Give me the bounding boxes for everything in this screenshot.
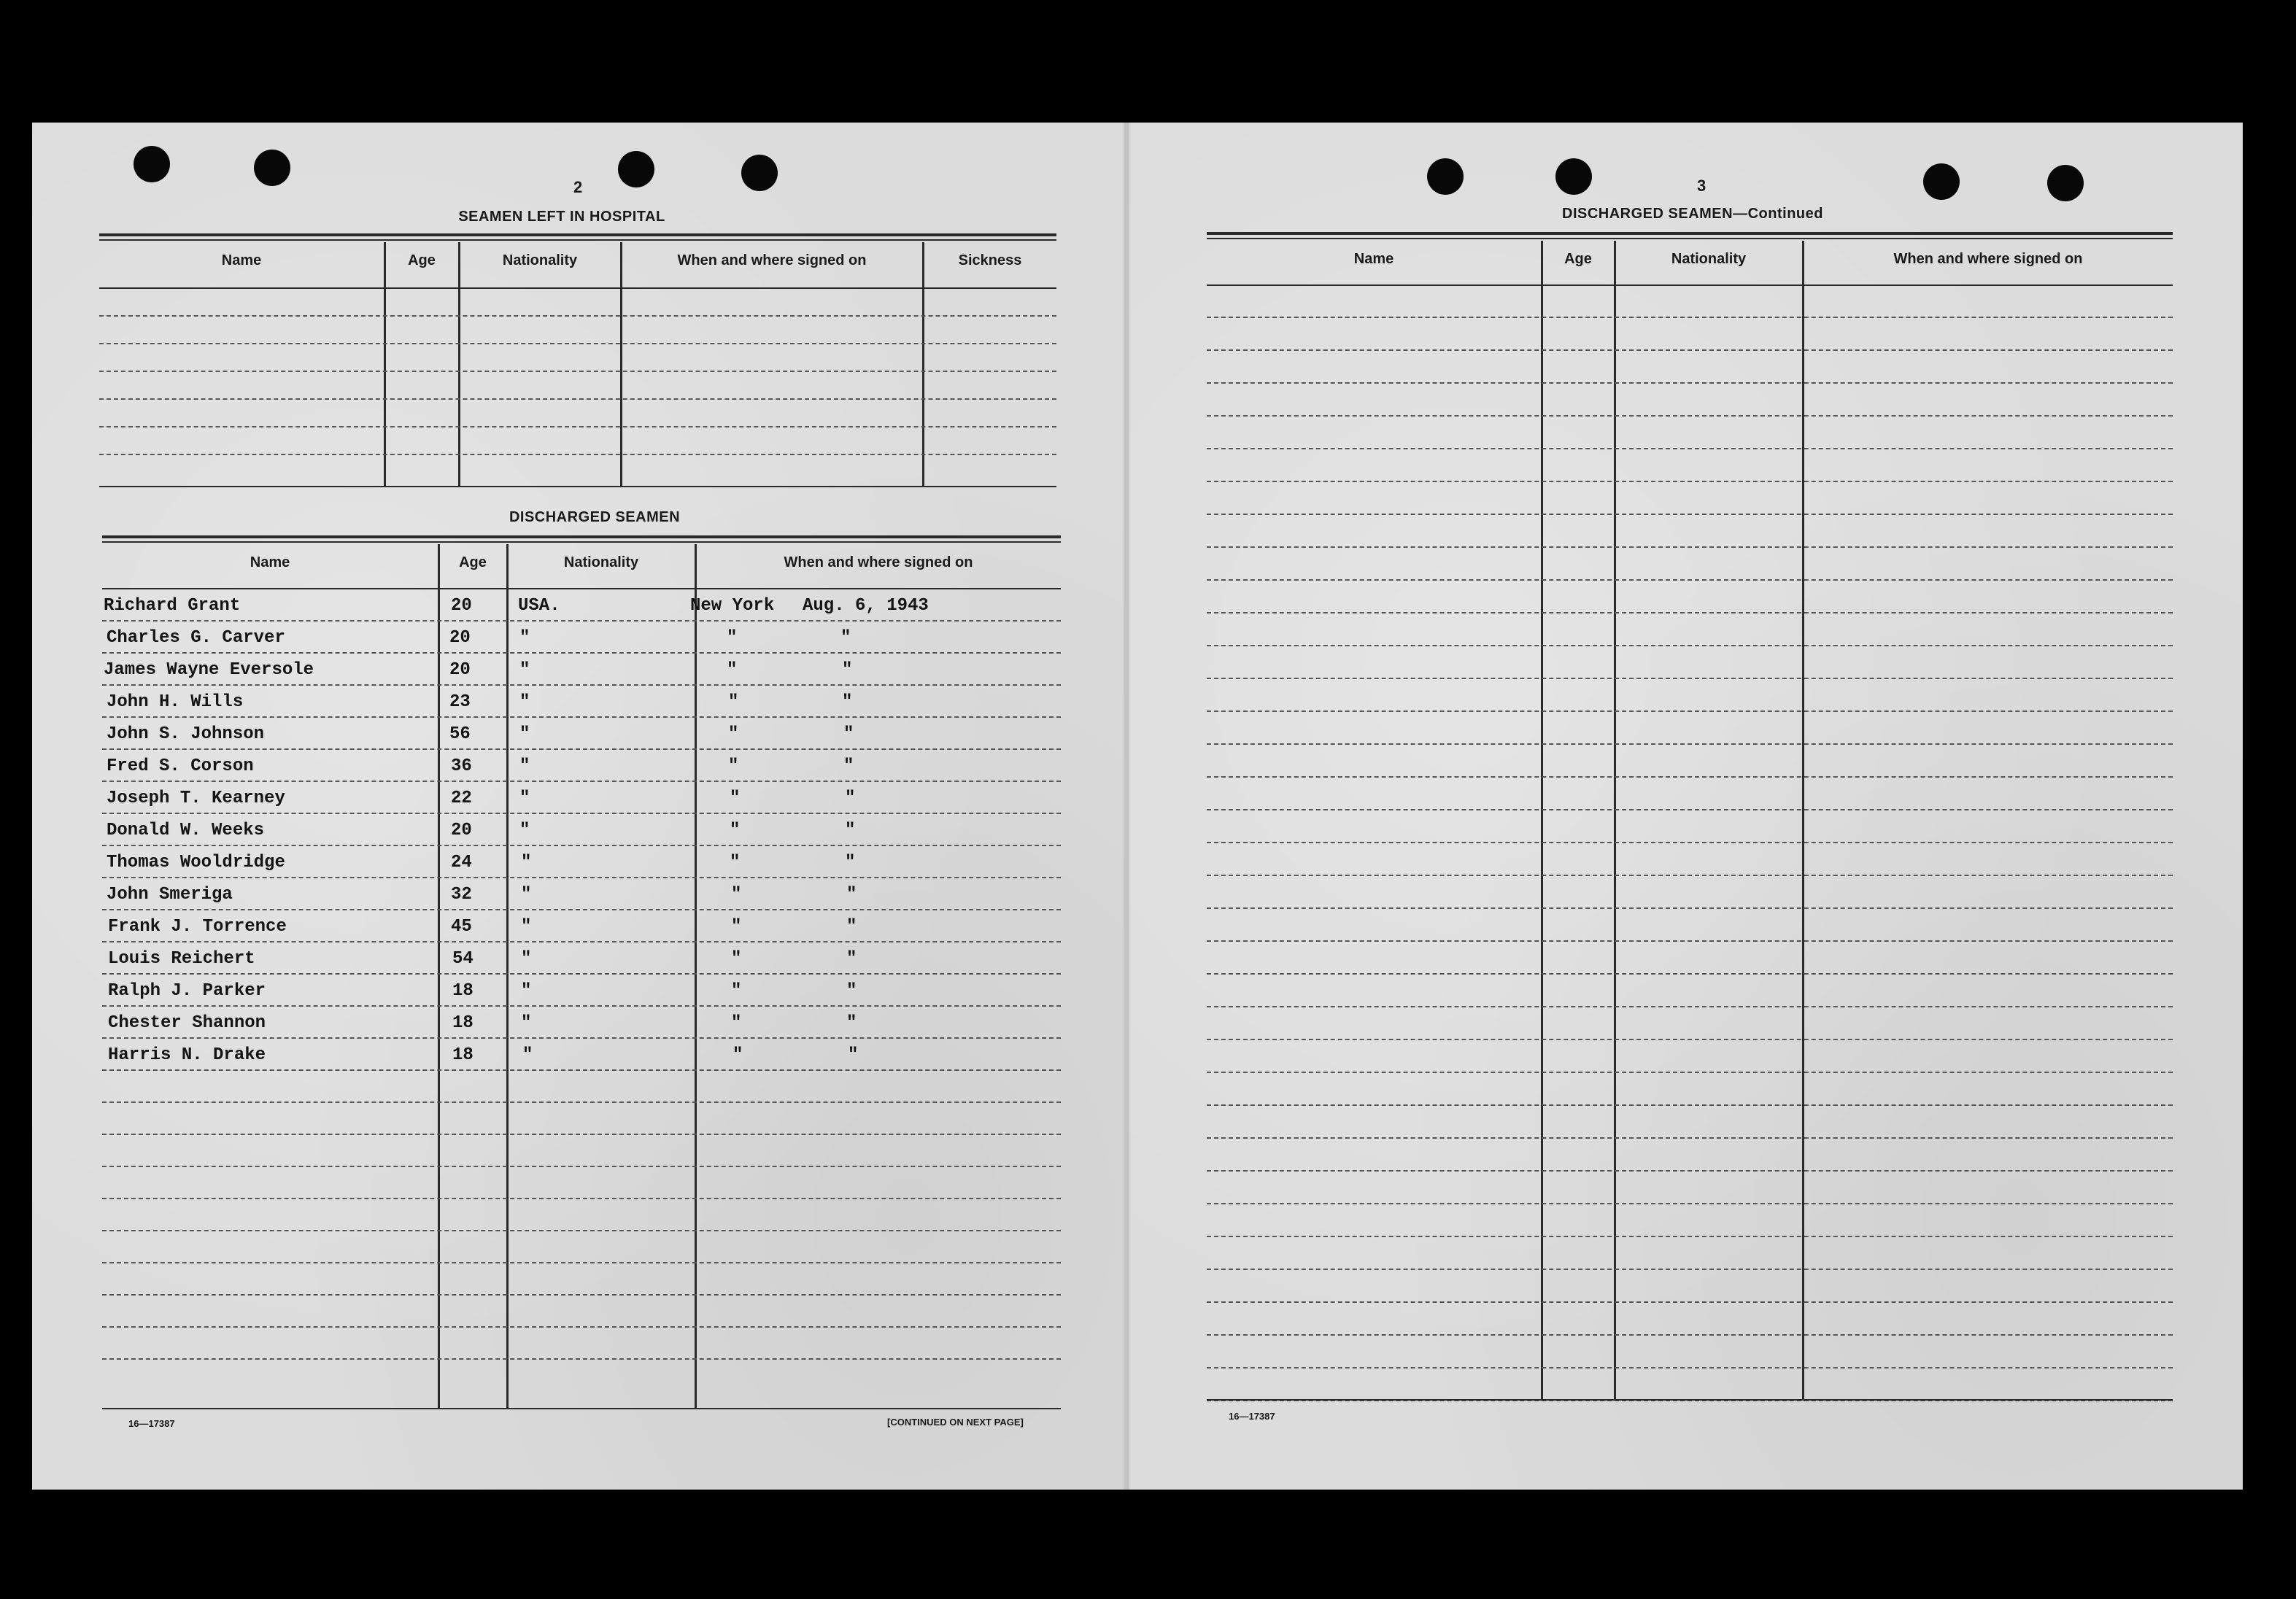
- entry-name: Chester Shannon: [108, 1013, 266, 1033]
- entry-nationality: ": [519, 821, 530, 840]
- entry-nationality: ": [521, 1013, 532, 1033]
- row-line: [102, 1230, 1061, 1231]
- table-row: [102, 782, 1061, 814]
- entry-age: 45: [451, 917, 472, 937]
- entry-place: ": [727, 628, 738, 648]
- col-header-name: Name: [250, 554, 290, 570]
- entry-age: 18: [452, 1045, 473, 1065]
- col-header-nationality: Nationality: [502, 252, 578, 268]
- entry-nationality: USA.: [518, 596, 560, 616]
- entry-place: ": [731, 981, 742, 1001]
- binder-hole: [1427, 158, 1464, 195]
- rule: [99, 233, 1056, 236]
- table-row: [102, 686, 1061, 718]
- entry-place: ": [731, 949, 742, 969]
- entry-nationality: ": [519, 628, 530, 648]
- row-line: [1207, 1334, 2173, 1336]
- entry-date: Aug. 6, 1943: [803, 596, 929, 616]
- rule: [1207, 232, 2173, 235]
- row-line: [1207, 875, 2173, 876]
- entry-nationality: ": [521, 949, 532, 969]
- entry-place: ": [731, 885, 742, 905]
- form-number: 16—17387: [128, 1418, 175, 1429]
- entry-date: ": [845, 789, 856, 808]
- row-line: [102, 1166, 1061, 1167]
- entry-place: ": [731, 1013, 742, 1033]
- row-line: [1207, 1072, 2173, 1073]
- hospital-section-title: SEAMEN LEFT IN HOSPITAL: [458, 209, 665, 225]
- table-row: [102, 654, 1061, 686]
- column-divider: [384, 242, 386, 487]
- entry-age: 20: [451, 821, 472, 840]
- col-header-signed-on: When and where signed on: [1893, 251, 2083, 267]
- entry-age: 20: [449, 660, 471, 680]
- rule: [99, 239, 1056, 241]
- binder-hole: [1923, 163, 1960, 200]
- row-line: [1207, 514, 2173, 515]
- entry-place: ": [727, 660, 738, 680]
- entry-date: ": [842, 692, 853, 712]
- rule: [102, 541, 1061, 543]
- row-line: [1207, 1170, 2173, 1172]
- col-header-name: Name: [1353, 251, 1394, 267]
- row-line: [1207, 1236, 2173, 1237]
- row-line: [1207, 776, 2173, 778]
- entry-name: Louis Reichert: [108, 949, 255, 969]
- row-line: [1207, 579, 2173, 581]
- row-line: [99, 287, 1056, 289]
- entry-date: ": [846, 885, 857, 905]
- entry-place: ": [730, 821, 741, 840]
- row-line: [1207, 1104, 2173, 1106]
- entry-age: 20: [449, 628, 471, 648]
- entry-name: Richard Grant: [104, 596, 241, 616]
- row-line: [1207, 1269, 2173, 1270]
- discharged-continued-title: [1532, 206, 1853, 222]
- entry-age: 54: [452, 949, 473, 969]
- table-row: [102, 718, 1061, 750]
- table-row: [102, 589, 1061, 622]
- rule: [102, 535, 1061, 538]
- entry-date: ": [848, 1045, 859, 1065]
- entry-name: Donald W. Weeks: [107, 821, 265, 840]
- col-header-signed-on: When and where signed on: [677, 252, 867, 268]
- page-number: 2: [573, 178, 583, 196]
- row-line: [1207, 448, 2173, 449]
- row-line: [1207, 317, 2173, 318]
- row-line: [1207, 612, 2173, 613]
- entry-nationality: ": [519, 756, 530, 776]
- row-line: [1207, 415, 2173, 417]
- row-line: [1207, 973, 2173, 975]
- entry-name: Thomas Wooldridge: [107, 853, 285, 872]
- entry-age: 18: [452, 981, 473, 1001]
- entry-nationality: ": [519, 724, 530, 744]
- binder-hole: [618, 151, 654, 187]
- row-line: [1207, 940, 2173, 942]
- rule: [1207, 238, 2173, 239]
- entry-date: ": [842, 660, 853, 680]
- row-line: [102, 1102, 1061, 1103]
- row-line: [99, 426, 1056, 427]
- row-line: [1207, 1301, 2173, 1303]
- row-line: [1207, 809, 2173, 810]
- continued-note: [CONTINUED ON NEXT PAGE]: [887, 1417, 1024, 1428]
- page-number: 3: [1697, 177, 1706, 195]
- column-divider: [620, 242, 622, 487]
- page-fold: [1124, 123, 1129, 1490]
- binder-hole: [1555, 158, 1592, 195]
- row-line: [1207, 645, 2173, 646]
- entry-place: ": [731, 917, 742, 937]
- row-line: [99, 371, 1056, 372]
- row-line: [1207, 481, 2173, 482]
- row-line: [1207, 711, 2173, 712]
- row-line: [1207, 1137, 2173, 1139]
- entry-age: 24: [451, 853, 472, 872]
- entry-date: ": [846, 917, 857, 937]
- table-row: [102, 750, 1061, 782]
- row-line: [102, 1262, 1061, 1263]
- row-line: [1207, 349, 2173, 351]
- entry-name: Frank J. Torrence: [108, 917, 287, 937]
- entry-name: John Smeriga: [107, 885, 233, 905]
- row-line: [102, 1358, 1061, 1360]
- title-main: DISCHARGED SEAMEN: [1562, 206, 1733, 222]
- entry-age: 20: [451, 596, 472, 616]
- entry-date: ": [840, 628, 851, 648]
- col-header-nationality: Nationality: [1671, 251, 1747, 267]
- entry-place: ": [733, 1045, 743, 1065]
- col-header-name: Name: [221, 252, 262, 268]
- col-header-age: Age: [459, 554, 487, 570]
- col-header-signed-on: When and where signed on: [784, 554, 973, 570]
- entry-nationality: ": [521, 853, 532, 872]
- entry-date: ": [843, 724, 854, 744]
- discharged-continued-table: [1207, 241, 2173, 1401]
- row-line: [99, 454, 1056, 455]
- entry-date: ": [846, 949, 857, 969]
- table-row: [102, 975, 1061, 1007]
- entry-age: 56: [449, 724, 471, 744]
- binder-hole: [254, 150, 290, 186]
- row-line: [1207, 743, 2173, 745]
- row-line: [1207, 842, 2173, 843]
- entry-name: Harris N. Drake: [108, 1045, 266, 1065]
- row-line: [1207, 382, 2173, 384]
- table-row: [102, 1007, 1061, 1039]
- column-divider: [458, 242, 460, 487]
- column-divider: [922, 242, 924, 487]
- binder-hole: [134, 146, 170, 182]
- entry-nationality: ": [522, 1045, 533, 1065]
- entry-name: Fred S. Corson: [107, 756, 254, 776]
- binder-hole: [741, 155, 778, 191]
- discharged-table: [102, 544, 1061, 1409]
- row-line: [102, 1408, 1061, 1409]
- table-row: [102, 910, 1061, 942]
- entry-nationality: ": [521, 981, 532, 1001]
- entry-date: ": [846, 1013, 857, 1033]
- row-line: [99, 398, 1056, 400]
- col-header-age: Age: [1564, 251, 1592, 267]
- entry-place: ": [728, 756, 739, 776]
- table-row: [102, 878, 1061, 910]
- row-line: [102, 1198, 1061, 1199]
- entry-nationality: ": [519, 692, 530, 712]
- row-line: [99, 315, 1056, 317]
- hospital-table: [99, 242, 1056, 489]
- row-line: [99, 486, 1056, 487]
- table-row: [102, 1039, 1061, 1071]
- col-header-nationality: Nationality: [563, 554, 639, 570]
- form-number: 16—17387: [1229, 1411, 1275, 1422]
- entry-nationality: ": [521, 885, 532, 905]
- row-line: [1207, 1006, 2173, 1007]
- entry-place: ": [730, 789, 741, 808]
- entry-age: 18: [452, 1013, 473, 1033]
- col-header-age: Age: [408, 252, 436, 268]
- row-line: [1207, 1399, 2173, 1401]
- row-line: [1207, 907, 2173, 909]
- entry-date: ": [845, 853, 856, 872]
- entry-place: ": [728, 724, 739, 744]
- binder-hole: [2047, 165, 2084, 201]
- table-row: [102, 942, 1061, 975]
- entry-place: ": [728, 692, 739, 712]
- col-header-sickness: Sickness: [958, 252, 1022, 268]
- table-row: [102, 814, 1061, 846]
- row-line: [1207, 1203, 2173, 1204]
- row-line: [1207, 546, 2173, 548]
- entry-age: 36: [451, 756, 472, 776]
- entry-name: John H. Wills: [107, 692, 244, 712]
- entry-place: ": [730, 853, 741, 872]
- entry-name: Charles G. Carver: [107, 628, 285, 648]
- entry-nationality: ": [519, 789, 530, 808]
- table-row: [102, 622, 1061, 654]
- row-line: [1207, 284, 2173, 286]
- entry-date: ": [845, 821, 856, 840]
- entry-age: 23: [449, 692, 471, 712]
- row-line: [102, 1326, 1061, 1328]
- entry-name: John S. Johnson: [107, 724, 265, 744]
- row-line: [1207, 1367, 2173, 1368]
- entry-age: 22: [451, 789, 472, 808]
- entry-name: Ralph J. Parker: [108, 981, 266, 1001]
- discharged-section-title: DISCHARGED SEAMEN: [509, 509, 681, 525]
- entry-name: Joseph T. Kearney: [107, 789, 285, 808]
- entry-age: 32: [451, 885, 472, 905]
- entry-nationality: ": [519, 660, 530, 680]
- entry-name: James Wayne Eversole: [104, 660, 314, 680]
- row-line: [1207, 1039, 2173, 1040]
- table-row: [102, 846, 1061, 878]
- entry-date: ": [843, 756, 854, 776]
- row-line: [99, 343, 1056, 344]
- row-line: [102, 1294, 1061, 1296]
- entry-nationality: ": [521, 917, 532, 937]
- entry-place: New York: [690, 596, 775, 616]
- row-line: [102, 1134, 1061, 1135]
- row-line: [1207, 678, 2173, 679]
- entry-date: ": [846, 981, 857, 1001]
- title-suffix: —Continued: [1733, 206, 1823, 222]
